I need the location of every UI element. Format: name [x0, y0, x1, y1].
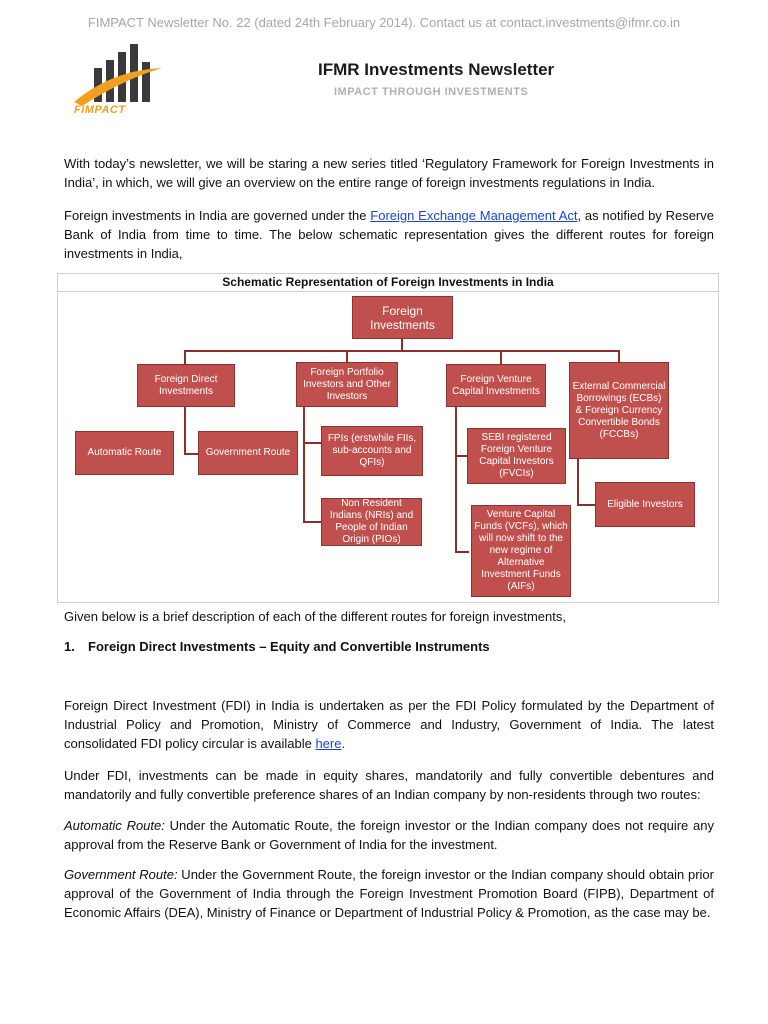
connector-line	[184, 406, 186, 454]
fema-link[interactable]: Foreign Exchange Management Act	[370, 208, 578, 223]
connector-line	[577, 504, 595, 506]
nri-pio-box: Non Resident Indians (NRIs) and People of Indian Origin (PIOs)	[321, 498, 422, 546]
fema-paragraph	[64, 206, 714, 263]
foreign-investments-box: Foreign Investments	[352, 296, 453, 339]
section-title: Foreign Direct Investments – Equity and Convertible Instruments	[88, 639, 490, 654]
fema-text-before: Foreign investments in India are governed under the	[64, 208, 371, 223]
logo-text: FIMPACT	[74, 104, 126, 116]
fdi-policy-text-end: .	[341, 736, 346, 751]
section-heading-fdi	[64, 639, 490, 654]
fdi-box: Foreign Direct Investments	[137, 364, 235, 407]
routes-intro-paragraph: Given below is a brief description of each of the different routes for foreign investments,	[64, 609, 566, 624]
connector-line	[303, 521, 321, 523]
government-route-label: Government Route:	[64, 867, 178, 882]
connector-line	[455, 455, 467, 457]
fdi-circular-link[interactable]: here	[315, 736, 342, 751]
automatic-route-label: Automatic Route:	[64, 818, 165, 833]
newsletter-title: IFMR Investments Newsletter	[318, 60, 555, 79]
government-route-box: Government Route	[198, 431, 298, 475]
connector-line	[184, 350, 620, 352]
figure-title: Schematic Representation of Foreign Investments in India	[58, 274, 718, 292]
newsletter-header-note: FIMPACT Newsletter No. 22 (dated 24th February 2014). Contact us at contact.investments@ifmr.co.in	[87, 15, 681, 30]
automatic-route-paragraph	[64, 816, 714, 854]
connector-line	[455, 400, 457, 552]
newsletter-subtitle: IMPACT THROUGH INVESTMENTS	[334, 86, 529, 98]
section-number: 1.	[64, 639, 75, 654]
connector-line	[303, 442, 321, 444]
automatic-route-box: Automatic Route	[75, 431, 174, 475]
intro-paragraph: With today’s newsletter, we will be staring a new series titled ‘Regulatory Framework for Foreign Investments in India’, in which, we will give an overview on the entire range of foreign investments regulations in India.	[64, 156, 714, 190]
connector-line	[184, 453, 198, 455]
government-route-paragraph	[64, 865, 714, 922]
connector-line	[303, 406, 305, 522]
fdi-policy-text: Foreign Direct Investment (FDI) in India is undertaken as per the FDI Policy formulated by the Department of Industrial Policy and Promotion, Ministry of Commerce and Industry, Government of India. The latest consolidated FDI policy circular is available	[64, 698, 714, 751]
connector-line	[577, 459, 579, 505]
fvci-box: Foreign Venture Capital Investments	[446, 364, 546, 407]
ecb-fccb-box: External Commercial Borrowings (ECBs) & Foreign Currency Convertible Bonds (FCCBs)	[569, 362, 669, 459]
fdi-instruments-paragraph: Under FDI, investments can be made in equity shares, mandatorily and fully convertible debentures and mandatorily and fully convertible preference shares of an Indian company by non-residents through two routes:	[64, 768, 714, 802]
connector-line	[455, 551, 469, 553]
fpis-box: FPIs (erstwhile FIIs, sub-accounts and QFIs)	[321, 426, 423, 476]
government-route-text: Under the Government Route, the foreign investor or the Indian company should obtain prior approval of the Government of India through the Foreign Investment Promotion Board (FIPB), Department of Economic Affairs (DEA), Ministry of Finance or Department of Industrial Policy & Promotion, as the case may be.	[64, 867, 714, 920]
fdi-policy-paragraph	[64, 696, 714, 753]
schematic-figure	[57, 273, 719, 603]
eligible-investors-box: Eligible Investors	[595, 482, 695, 527]
fpi-box: Foreign Portfolio Investors and Other Investors	[296, 362, 398, 407]
vcf-aif-box: Venture Capital Funds (VCFs), which will now shift to the new regime of Alternative Investment Funds (AIFs)	[471, 505, 571, 597]
fema-text-after: , as notified by Reserve Bank of India from time to time. The below schematic representation gives the different routes for foreign investments in India,	[64, 208, 714, 261]
sebi-fvci-box: SEBI registered Foreign Venture Capital Investors (FVCIs)	[467, 428, 566, 484]
automatic-route-text: Under the Automatic Route, the foreign investor or the Indian company does not require any approval from the Reserve Bank or Government of India for the investment.	[64, 818, 715, 852]
